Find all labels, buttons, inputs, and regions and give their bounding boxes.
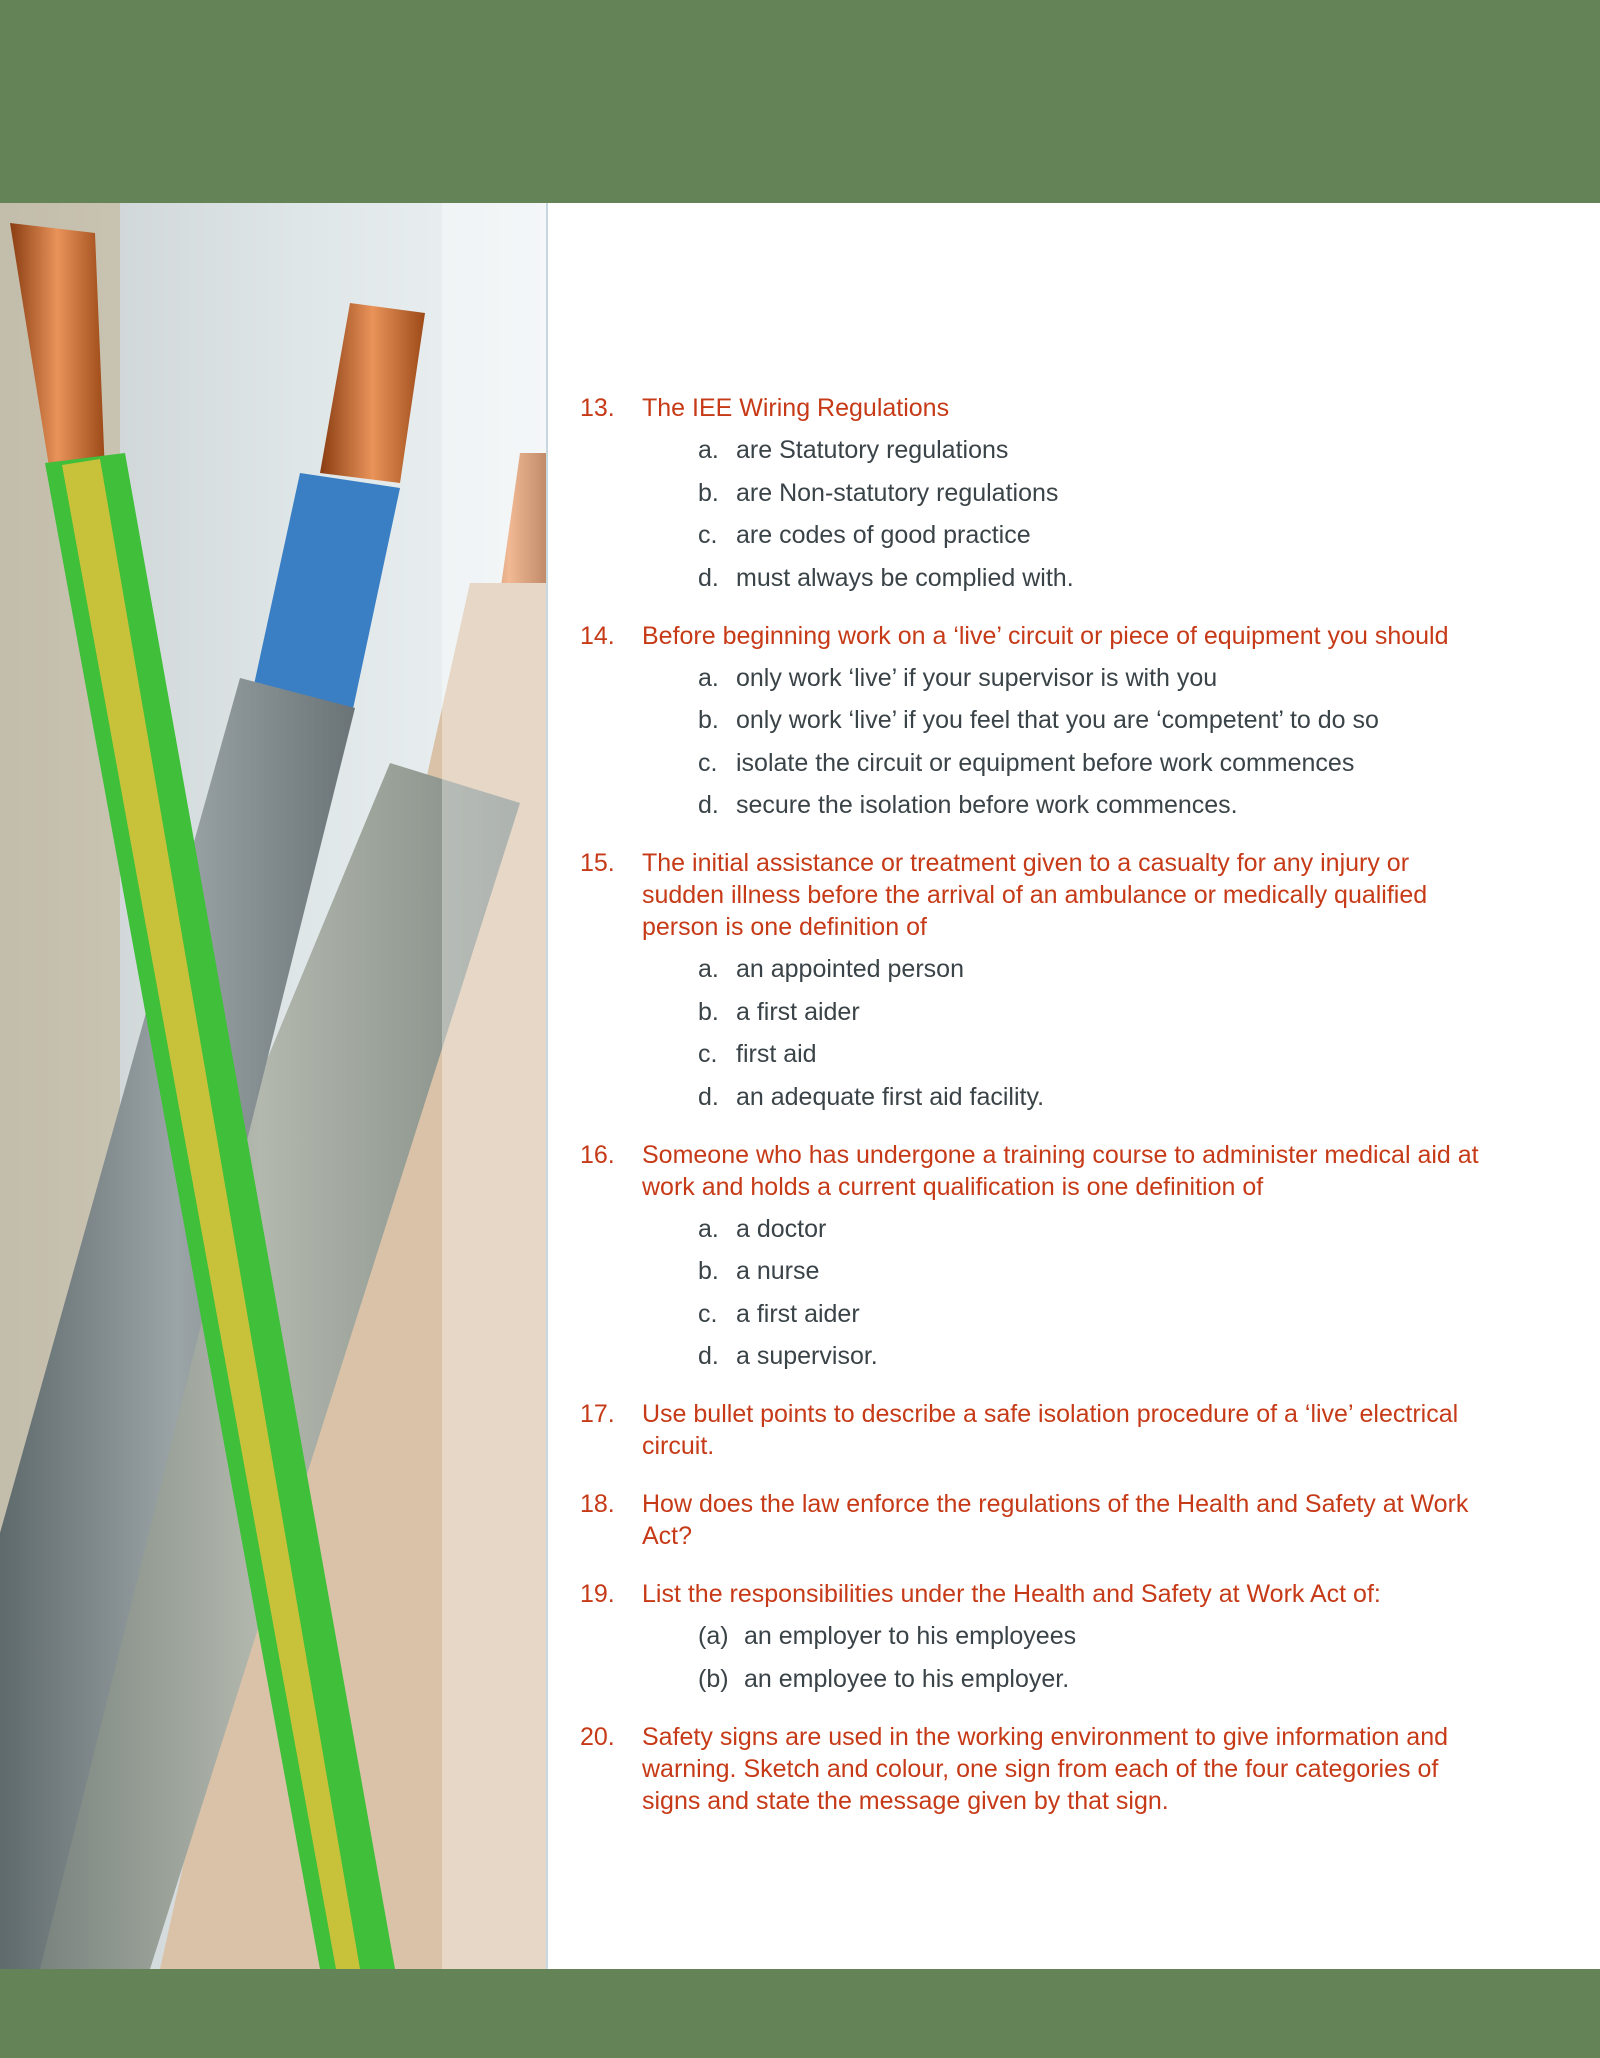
option-text: a first aider [736, 1299, 860, 1328]
option-list [642, 662, 1480, 822]
question-text: The initial assistance or treatment given to a casualty for any injury or sudden illness before the arrival of an ambulance or medically qualified person is one definition of [642, 849, 1428, 941]
option-text: a first aider [736, 997, 860, 1026]
option-item [698, 1081, 1480, 1113]
option-list [642, 434, 1480, 594]
option-letter: c. [698, 748, 718, 777]
option-item [698, 1620, 1480, 1652]
question-text: How does the law enforce the regulations of the Health and Safety at Work Act? [642, 1490, 1469, 1550]
option-item [698, 477, 1480, 509]
option-letter: (b) [698, 1664, 729, 1693]
option-text: secure the isolation before work commences. [736, 791, 1238, 819]
option-item [698, 747, 1480, 779]
question-number: 18. [580, 1490, 615, 1518]
option-text: are Statutory regulations [736, 436, 1009, 464]
option-item [698, 1663, 1480, 1695]
option-text: isolate the circuit or equipment before work commences [736, 748, 1355, 777]
option-item [698, 1340, 1480, 1372]
question-number: 16. [580, 1140, 615, 1169]
option-list [642, 1620, 1480, 1695]
question-20 [580, 1721, 1480, 1817]
option-letter: d. [698, 1082, 719, 1111]
option-item [698, 519, 1480, 551]
question-17 [580, 1398, 1480, 1462]
option-item [698, 1213, 1480, 1245]
question-13 [580, 392, 1480, 594]
option-item [698, 434, 1480, 466]
question-16 [580, 1139, 1480, 1373]
option-text: are Non-statutory regulations [736, 478, 1059, 507]
option-text: an adequate first aid facility. [736, 1082, 1045, 1111]
option-letter: d. [698, 791, 719, 819]
option-letter: c. [698, 521, 718, 549]
option-letter: a. [698, 1214, 719, 1243]
option-letter: c. [698, 1299, 718, 1328]
option-list [642, 1213, 1480, 1373]
option-letter: (a) [698, 1622, 729, 1650]
question-14 [580, 620, 1480, 822]
option-letter: a. [698, 955, 719, 983]
question-number: 14. [580, 621, 615, 650]
option-text: a supervisor. [736, 1342, 878, 1370]
option-item [698, 953, 1480, 985]
question-text: Safety signs are used in the working environment to give information and warning. Sketch and colour, one sign from each of the four categories of signs and state the message given by that sign. [642, 1722, 1449, 1815]
option-item [698, 562, 1480, 594]
option-item [698, 996, 1480, 1028]
option-letter: c. [698, 1040, 718, 1068]
option-letter: a. [698, 436, 719, 464]
cable-photo [0, 203, 548, 1969]
option-item [698, 662, 1480, 694]
photo-divider [546, 203, 548, 1969]
question-number: 17. [580, 1400, 615, 1428]
option-text: an employee to his employer. [744, 1664, 1070, 1693]
question-18 [580, 1488, 1480, 1552]
option-text: are codes of good practice [736, 521, 1031, 549]
question-19 [580, 1578, 1480, 1695]
option-letter: a. [698, 663, 719, 692]
question-text: Someone who has undergone a training course to administer medical aid at work and holds a current qualification is one definition of [642, 1140, 1479, 1201]
question-text: Before beginning work on a ‘live’ circuit or piece of equipment you should [642, 621, 1449, 650]
option-item [698, 1038, 1480, 1070]
option-text: a nurse [736, 1257, 820, 1285]
question-number: 20. [580, 1722, 615, 1751]
question-text: Use bullet points to describe a safe isolation procedure of a ‘live’ electrical circuit. [642, 1400, 1459, 1460]
question-text: The IEE Wiring Regulations [642, 394, 950, 422]
header-band [0, 0, 1600, 203]
option-letter: d. [698, 563, 719, 592]
footer-band [0, 1969, 1600, 2058]
question-number: 19. [580, 1580, 615, 1608]
option-text: only work ‘live’ if you feel that you are ‘competent’ to do so [736, 706, 1379, 734]
option-item [698, 1298, 1480, 1330]
question-number: 13. [580, 394, 615, 422]
option-letter: b. [698, 1257, 719, 1285]
option-letter: b. [698, 706, 719, 734]
option-text: a doctor [736, 1214, 827, 1243]
option-text: only work ‘live’ if your supervisor is with you [736, 663, 1218, 692]
option-letter: b. [698, 478, 719, 507]
option-item [698, 789, 1480, 821]
option-text: an appointed person [736, 955, 964, 983]
option-item [698, 704, 1480, 736]
question-15 [580, 847, 1480, 1113]
option-letter: b. [698, 997, 719, 1026]
electrical-cables-icon [0, 203, 548, 1969]
option-text: must always be complied with. [736, 563, 1074, 592]
option-item [698, 1255, 1480, 1287]
option-text: an employer to his employees [744, 1622, 1077, 1650]
option-list [642, 953, 1480, 1113]
question-number: 15. [580, 849, 615, 877]
option-letter: d. [698, 1342, 719, 1370]
question-list [580, 392, 1480, 1843]
question-text: List the responsibilities under the Health and Safety at Work Act of: [642, 1580, 1381, 1608]
option-text: first aid [736, 1040, 817, 1068]
